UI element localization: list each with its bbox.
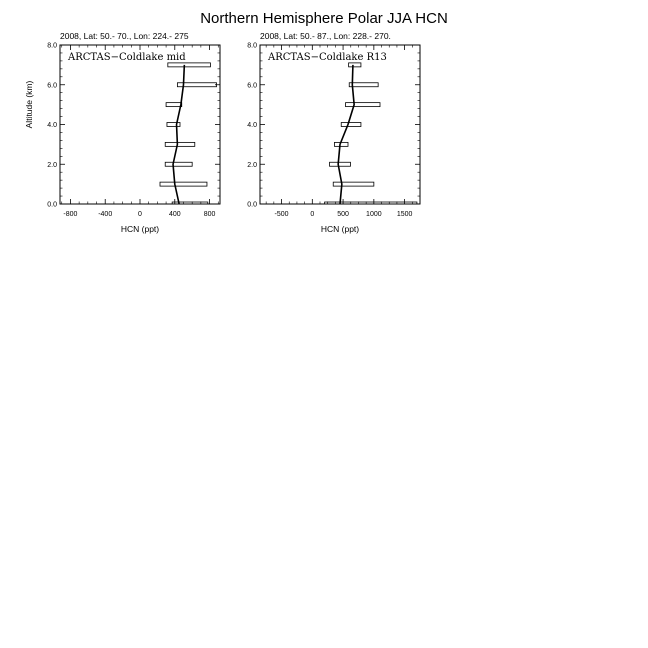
x-tick-label: -500 bbox=[274, 211, 289, 218]
range-box bbox=[165, 142, 195, 146]
y-tick-label: 0.0 bbox=[47, 201, 57, 209]
range-box bbox=[349, 63, 361, 67]
plot-frame bbox=[260, 45, 420, 204]
x-tick-label: 1000 bbox=[366, 211, 382, 218]
x-tick-label: 800 bbox=[203, 211, 216, 218]
x-axis-label: HCN (ppt) bbox=[120, 224, 160, 234]
range-box bbox=[168, 63, 211, 67]
profile-line bbox=[173, 65, 184, 204]
panel-label: ARCTAS−Coldlake R13 bbox=[268, 52, 387, 63]
y-tick-label: 8.0 bbox=[47, 42, 57, 50]
panel-label: ARCTAS−Coldlake mid bbox=[68, 52, 186, 63]
x-axis-label: HCN (ppt) bbox=[320, 224, 360, 234]
x-tick-label: -800 bbox=[63, 211, 78, 218]
panel-header: 2008, Lat: 50.- 70., Lon: 224.- 275 bbox=[60, 31, 189, 41]
panel-coldlake-mid bbox=[24, 31, 220, 234]
y-tick-label: 8.0 bbox=[247, 42, 257, 50]
range-box bbox=[349, 83, 378, 87]
range-box bbox=[167, 123, 180, 127]
range-box bbox=[346, 103, 380, 107]
range-box bbox=[341, 123, 361, 127]
range-box bbox=[330, 162, 351, 166]
x-tick-label: 0 bbox=[310, 211, 315, 218]
panel-coldlake-r13 bbox=[247, 31, 420, 234]
y-tick-label: 6.0 bbox=[47, 82, 57, 90]
figure-title: Northern Hemisphere Polar JJA HCN bbox=[200, 10, 448, 27]
plot-frame bbox=[60, 45, 220, 204]
x-tick-label: 400 bbox=[168, 211, 181, 218]
range-box bbox=[333, 182, 374, 186]
range-box bbox=[166, 103, 182, 107]
y-tick-label: 2.0 bbox=[247, 161, 257, 169]
y-tick-label: 2.0 bbox=[47, 161, 57, 169]
y-tick-label: 4.0 bbox=[247, 122, 257, 129]
y-axis-label: Altitude (km) bbox=[24, 80, 34, 129]
y-tick-label: 4.0 bbox=[47, 122, 57, 129]
x-tick-label: 1500 bbox=[396, 211, 413, 218]
range-box bbox=[160, 182, 207, 186]
x-tick-label: 0 bbox=[138, 211, 142, 218]
y-tick-label: 6.0 bbox=[247, 82, 257, 90]
range-box bbox=[165, 162, 192, 166]
x-tick-label: 500 bbox=[337, 211, 349, 218]
panel-header: 2008, Lat: 50.- 87., Lon: 228.- 270. bbox=[260, 31, 391, 41]
x-tick-label: -400 bbox=[98, 211, 113, 218]
profile-line bbox=[338, 65, 354, 204]
y-tick-label: 0.0 bbox=[247, 201, 257, 209]
